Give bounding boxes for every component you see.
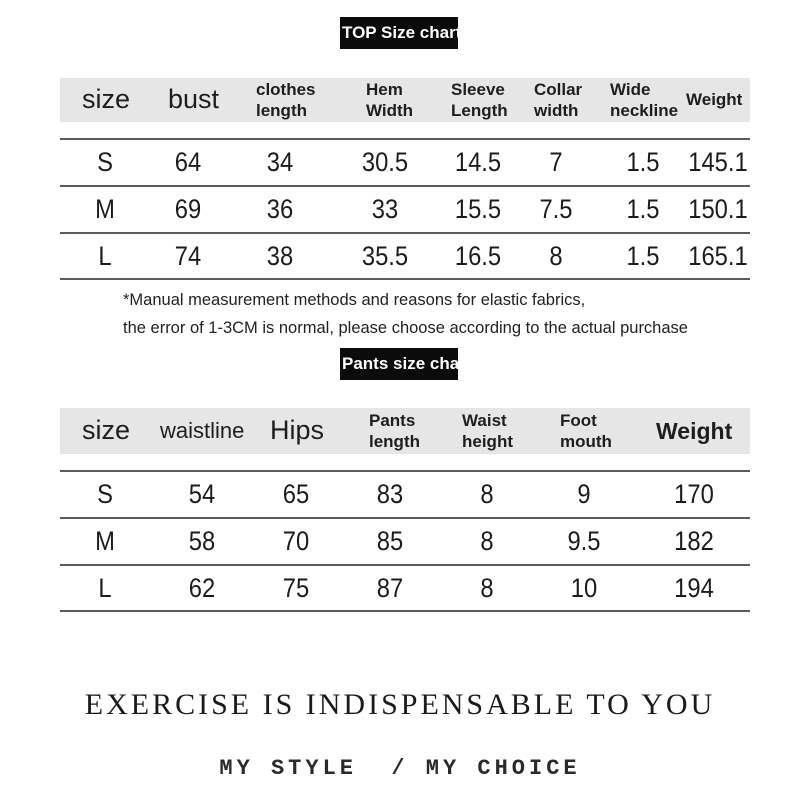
hips-cell: 65	[282, 479, 310, 509]
header-bust: bust	[168, 84, 220, 115]
collar-width-cell: 7.5	[539, 194, 573, 224]
hem-width-cell: 30.5	[361, 147, 409, 177]
sleeve-length-cell: 14.5	[454, 147, 502, 177]
wide-neckline-cell: 1.5	[626, 147, 660, 177]
clothes-length-cell: 36	[266, 194, 294, 224]
sleeve-length-cell: 16.5	[454, 240, 502, 271]
table-row	[60, 564, 750, 612]
header-collar-width: Collar width	[534, 79, 583, 120]
table-row	[60, 470, 750, 517]
table-header	[60, 408, 750, 454]
weight-cell: 170	[674, 479, 714, 509]
clothes-length-cell: 34	[266, 147, 294, 177]
weight-cell: 165.1	[688, 240, 748, 271]
header-hem-width: Hem Width	[366, 79, 414, 120]
collar-width-cell: 7	[549, 147, 563, 177]
header-wide-neckline: Wide neckline	[610, 79, 679, 120]
size-cell: S	[97, 479, 113, 509]
waist-height-cell: 8	[480, 526, 494, 556]
waist-height-cell: 8	[480, 479, 494, 509]
pants-length-cell: 87	[376, 572, 404, 603]
foot-mouth-cell: 9	[577, 479, 591, 509]
weight-cell: 145.1	[688, 147, 748, 177]
header-sleeve-length: Sleeve Length	[451, 79, 508, 120]
pants-length-cell: 85	[376, 526, 404, 556]
top-size-table	[60, 78, 750, 280]
header-weight: Weight	[656, 417, 733, 444]
bust-cell: 74	[174, 240, 202, 271]
size-cell: M	[95, 526, 115, 556]
wide-neckline-cell: 1.5	[626, 194, 660, 224]
size-cell: L	[98, 240, 112, 271]
header-weight: Weight	[686, 90, 743, 110]
hips-cell: 75	[282, 572, 310, 603]
pants-size-chart-title: Pants size chart	[340, 348, 458, 380]
header-size: size	[82, 415, 131, 446]
foot-mouth-cell: 10	[570, 572, 598, 603]
weight-cell: 150.1	[688, 194, 748, 224]
size-cell: L	[98, 572, 112, 603]
header-waistline: waistline	[160, 418, 245, 444]
tagline-text: MY STYLE / MY CHOICE	[219, 756, 581, 781]
measurement-note-line-1: *Manual measurement methods and reasons for elastic fabrics,	[123, 291, 586, 309]
collar-width-cell: 8	[549, 240, 563, 271]
bust-cell: 69	[174, 194, 202, 224]
table-row	[60, 517, 750, 564]
table-header	[60, 78, 750, 122]
sleeve-length-cell: 15.5	[454, 194, 502, 224]
measurement-note-line-2: the error of 1-3CM is normal, please choose according to the actual purchase	[123, 319, 688, 337]
size-cell: M	[95, 194, 115, 224]
header-waist-height: Waist height	[462, 410, 513, 451]
hips-cell: 70	[282, 526, 310, 556]
weight-cell: 182	[674, 526, 714, 556]
hem-width-cell: 35.5	[361, 240, 409, 271]
pants-size-table	[60, 408, 750, 612]
weight-cell: 194	[674, 572, 714, 603]
foot-mouth-cell: 9.5	[567, 526, 601, 556]
header-hips: Hips	[270, 415, 325, 446]
bust-cell: 64	[174, 147, 202, 177]
header-foot-mouth: Foot mouth	[560, 410, 612, 451]
slogan-text: EXERCISE IS INDISPENSABLE TO YOU	[84, 688, 716, 721]
waist-height-cell: 8	[480, 572, 494, 603]
header-clothes-length: clothes length	[256, 79, 316, 120]
pants-length-cell: 83	[376, 479, 404, 509]
header-size: size	[82, 84, 131, 115]
clothes-length-cell: 38	[266, 240, 294, 271]
wide-neckline-cell: 1.5	[626, 240, 660, 271]
header-pants-length: Pants length	[369, 410, 420, 451]
waistline-cell: 58	[188, 526, 216, 556]
table-row	[60, 185, 750, 232]
top-size-chart-title: TOP Size chart	[340, 17, 458, 49]
size-cell: S	[97, 147, 113, 177]
hem-width-cell: 33	[371, 194, 399, 224]
table-row	[60, 138, 750, 185]
waistline-cell: 54	[188, 479, 216, 509]
table-row	[60, 232, 750, 280]
waistline-cell: 62	[188, 572, 216, 603]
